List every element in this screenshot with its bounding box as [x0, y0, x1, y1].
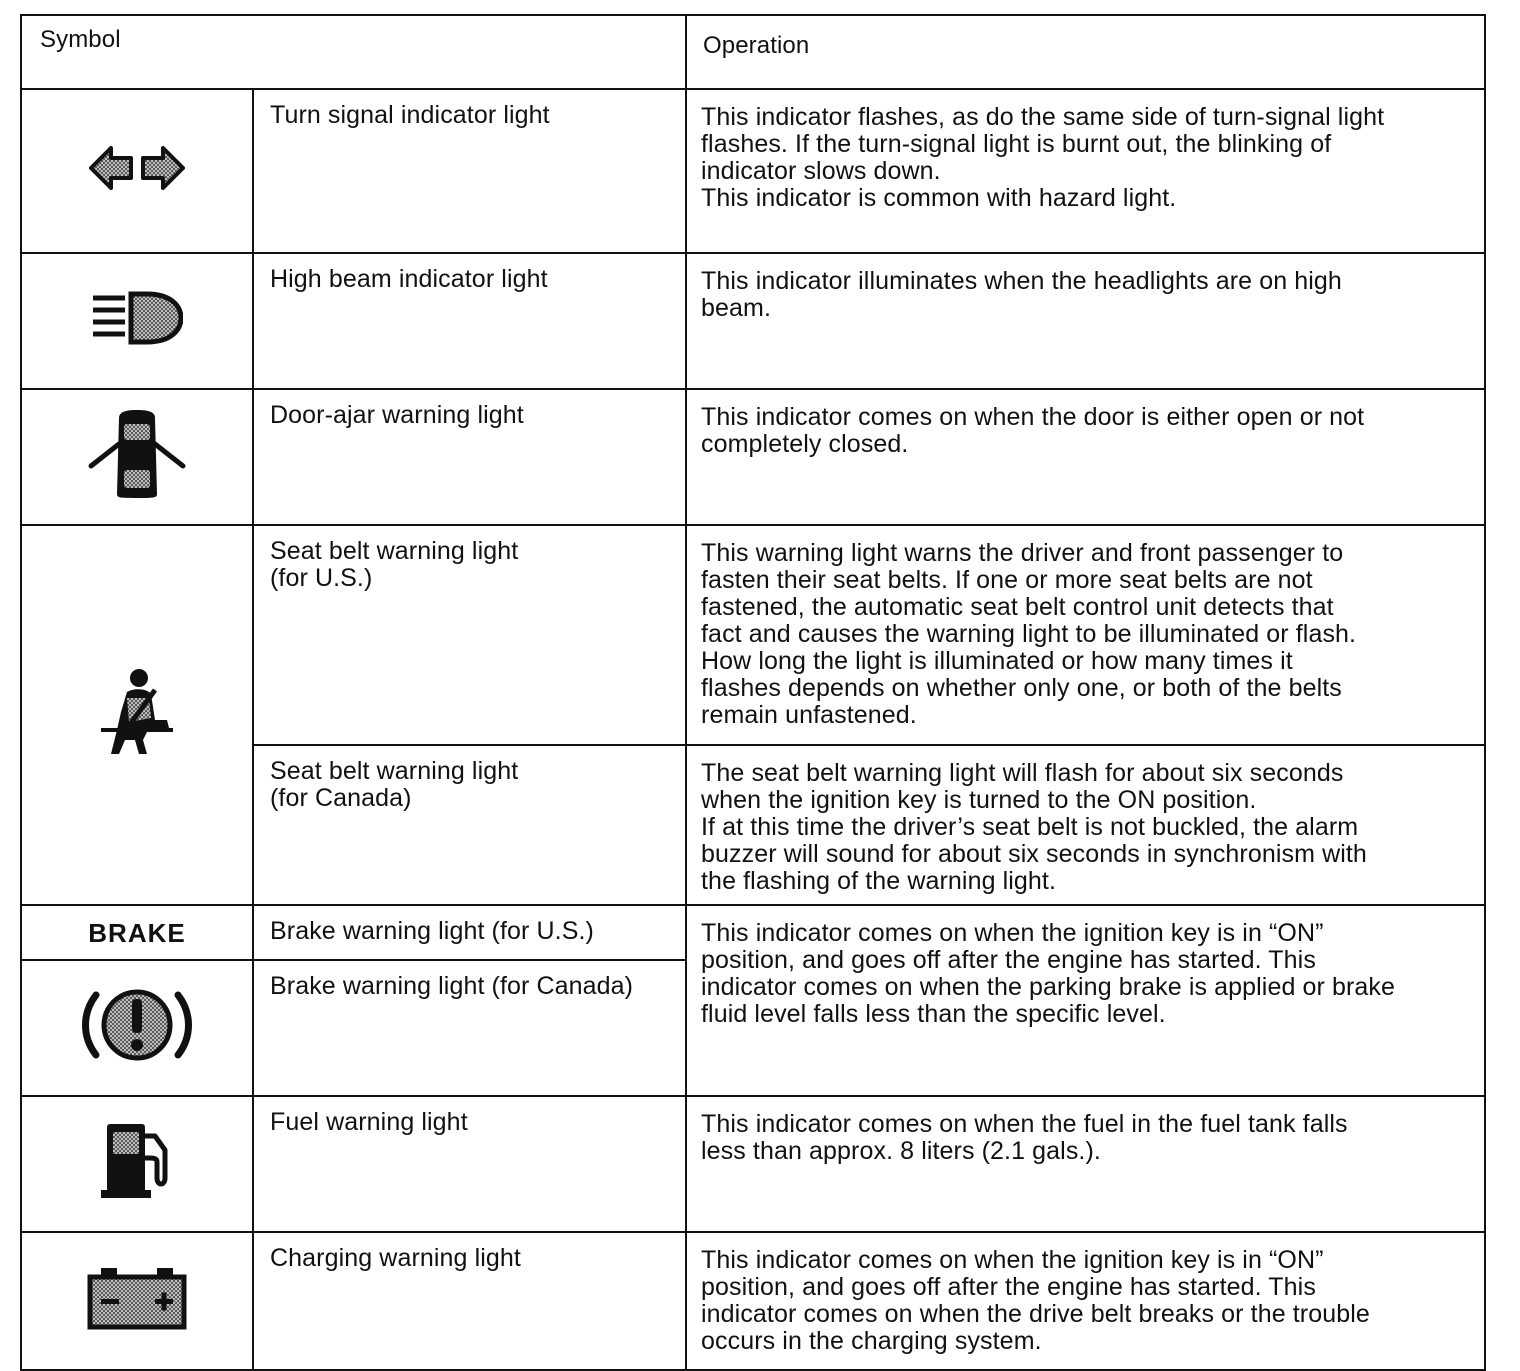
operation-line: indicator slows down. — [701, 157, 941, 185]
indicator-name-line: (for U.S.) — [270, 564, 373, 592]
indicator-operation — [686, 745, 1485, 905]
symbol-cell — [21, 960, 253, 1096]
indicator-name-line: (for Canada) — [270, 784, 412, 812]
operation-line: completely closed. — [701, 430, 909, 458]
fuel-pump-icon — [99, 1122, 175, 1200]
operation-line: flashes. If the turn-signal light is burnt out, the blinking of — [701, 130, 1332, 158]
symbol-cell — [21, 89, 253, 253]
operation-line: This indicator comes on when the fuel in the fuel tank falls — [701, 1110, 1348, 1138]
table-row-turn-signal — [21, 89, 1485, 253]
operation-line: If at this time the driver’s seat belt is not buckled, the alarm — [701, 813, 1359, 841]
indicator-name: Door-ajar warning light — [253, 389, 686, 525]
operation-line: This indicator comes on when the door is either open or not — [701, 403, 1365, 431]
table-header-row — [21, 15, 1485, 89]
operation-line: fasten their seat belts. If one or more seat belts are not — [701, 566, 1313, 594]
symbol-cell — [21, 905, 253, 960]
indicator-name — [253, 525, 686, 745]
operation-line: This indicator flashes, as do the same side of turn-signal light — [701, 103, 1385, 131]
symbol-cell — [21, 253, 253, 389]
symbol-cell — [21, 389, 253, 525]
indicator-operation — [686, 905, 1485, 1096]
indicator-table — [20, 14, 1486, 1371]
table-row-seat-belt-us — [21, 525, 1485, 745]
header-operation: Operation — [686, 15, 1485, 89]
operation-line: How long the light is illuminated or how many times it — [701, 647, 1293, 675]
indicator-operation — [686, 525, 1485, 745]
table-row-door-ajar — [21, 389, 1485, 525]
turn-signal-arrows-icon — [89, 144, 185, 192]
indicator-name: Fuel warning light — [253, 1096, 686, 1232]
operation-line: when the ignition key is turned to the ON position. — [701, 786, 1257, 814]
operation-line: remain unfastened. — [701, 701, 917, 729]
operation-line: beam. — [701, 294, 771, 322]
operation-line: the flashing of the warning light. — [701, 867, 1057, 895]
symbol-cell — [21, 525, 253, 905]
indicator-name: Brake warning light (for Canada) — [253, 960, 686, 1096]
operation-line: This indicator comes on when the ignition key is in “ON” — [701, 919, 1324, 947]
indicator-name — [253, 745, 686, 905]
operation-line: less than approx. 8 liters (2.1 gals.). — [701, 1137, 1101, 1165]
operation-line: position, and goes off after the engine has started. This — [701, 1273, 1316, 1301]
indicator-name-line: Seat belt warning light — [270, 757, 519, 785]
indicator-table-sheet — [20, 14, 1486, 1354]
indicator-name: High beam indicator light — [253, 253, 686, 389]
indicator-operation — [686, 253, 1485, 389]
high-beam-icon — [91, 290, 183, 346]
seat-belt-icon — [99, 668, 175, 756]
indicator-operation — [686, 389, 1485, 525]
operation-line: fact and causes the warning light to be illuminated or flash. — [701, 620, 1357, 648]
operation-line: occurs in the charging system. — [701, 1327, 1042, 1355]
table-row-brake-us — [21, 905, 1485, 960]
indicator-name: Charging warning light — [253, 1232, 686, 1370]
operation-line: position, and goes off after the engine has started. This — [701, 946, 1316, 974]
operation-line: This indicator illuminates when the headlights are on high — [701, 267, 1342, 295]
operation-line: This warning light warns the driver and front passenger to — [701, 539, 1344, 567]
operation-line: indicator comes on when the drive belt breaks or the trouble — [701, 1300, 1370, 1328]
brake-warning-circle-icon — [82, 985, 192, 1065]
indicator-operation — [686, 1096, 1485, 1232]
indicator-operation — [686, 1232, 1485, 1370]
operation-line: indicator comes on when the parking brake is applied or brake — [701, 973, 1396, 1001]
brake-symbol-text: BRAKE — [88, 918, 186, 948]
indicator-name: Brake warning light (for U.S.) — [253, 905, 686, 960]
operation-line: The seat belt warning light will flash for about six seconds — [701, 759, 1344, 787]
operation-line: fluid level falls less than the specific level. — [701, 1000, 1166, 1028]
indicator-name-line: Seat belt warning light — [270, 537, 519, 565]
operation-line: flashes depends on whether only one, or both of the belts — [701, 674, 1342, 702]
operation-line: buzzer will sound for about six seconds in synchronism with — [701, 840, 1367, 868]
table-row-charging — [21, 1232, 1485, 1370]
operation-line: This indicator comes on when the ignition key is in “ON” — [701, 1246, 1324, 1274]
table-row-high-beam — [21, 253, 1485, 389]
indicator-name: Turn signal indicator light — [253, 89, 686, 253]
symbol-cell — [21, 1096, 253, 1232]
indicator-operation — [686, 89, 1485, 253]
battery-icon — [87, 1266, 187, 1330]
operation-line: fastened, the automatic seat belt control unit detects that — [701, 593, 1334, 621]
door-ajar-car-icon — [87, 408, 187, 500]
table-row-fuel — [21, 1096, 1485, 1232]
symbol-cell — [21, 1232, 253, 1370]
operation-line: This indicator is common with hazard light. — [701, 184, 1177, 212]
header-symbol: Symbol — [21, 15, 686, 89]
